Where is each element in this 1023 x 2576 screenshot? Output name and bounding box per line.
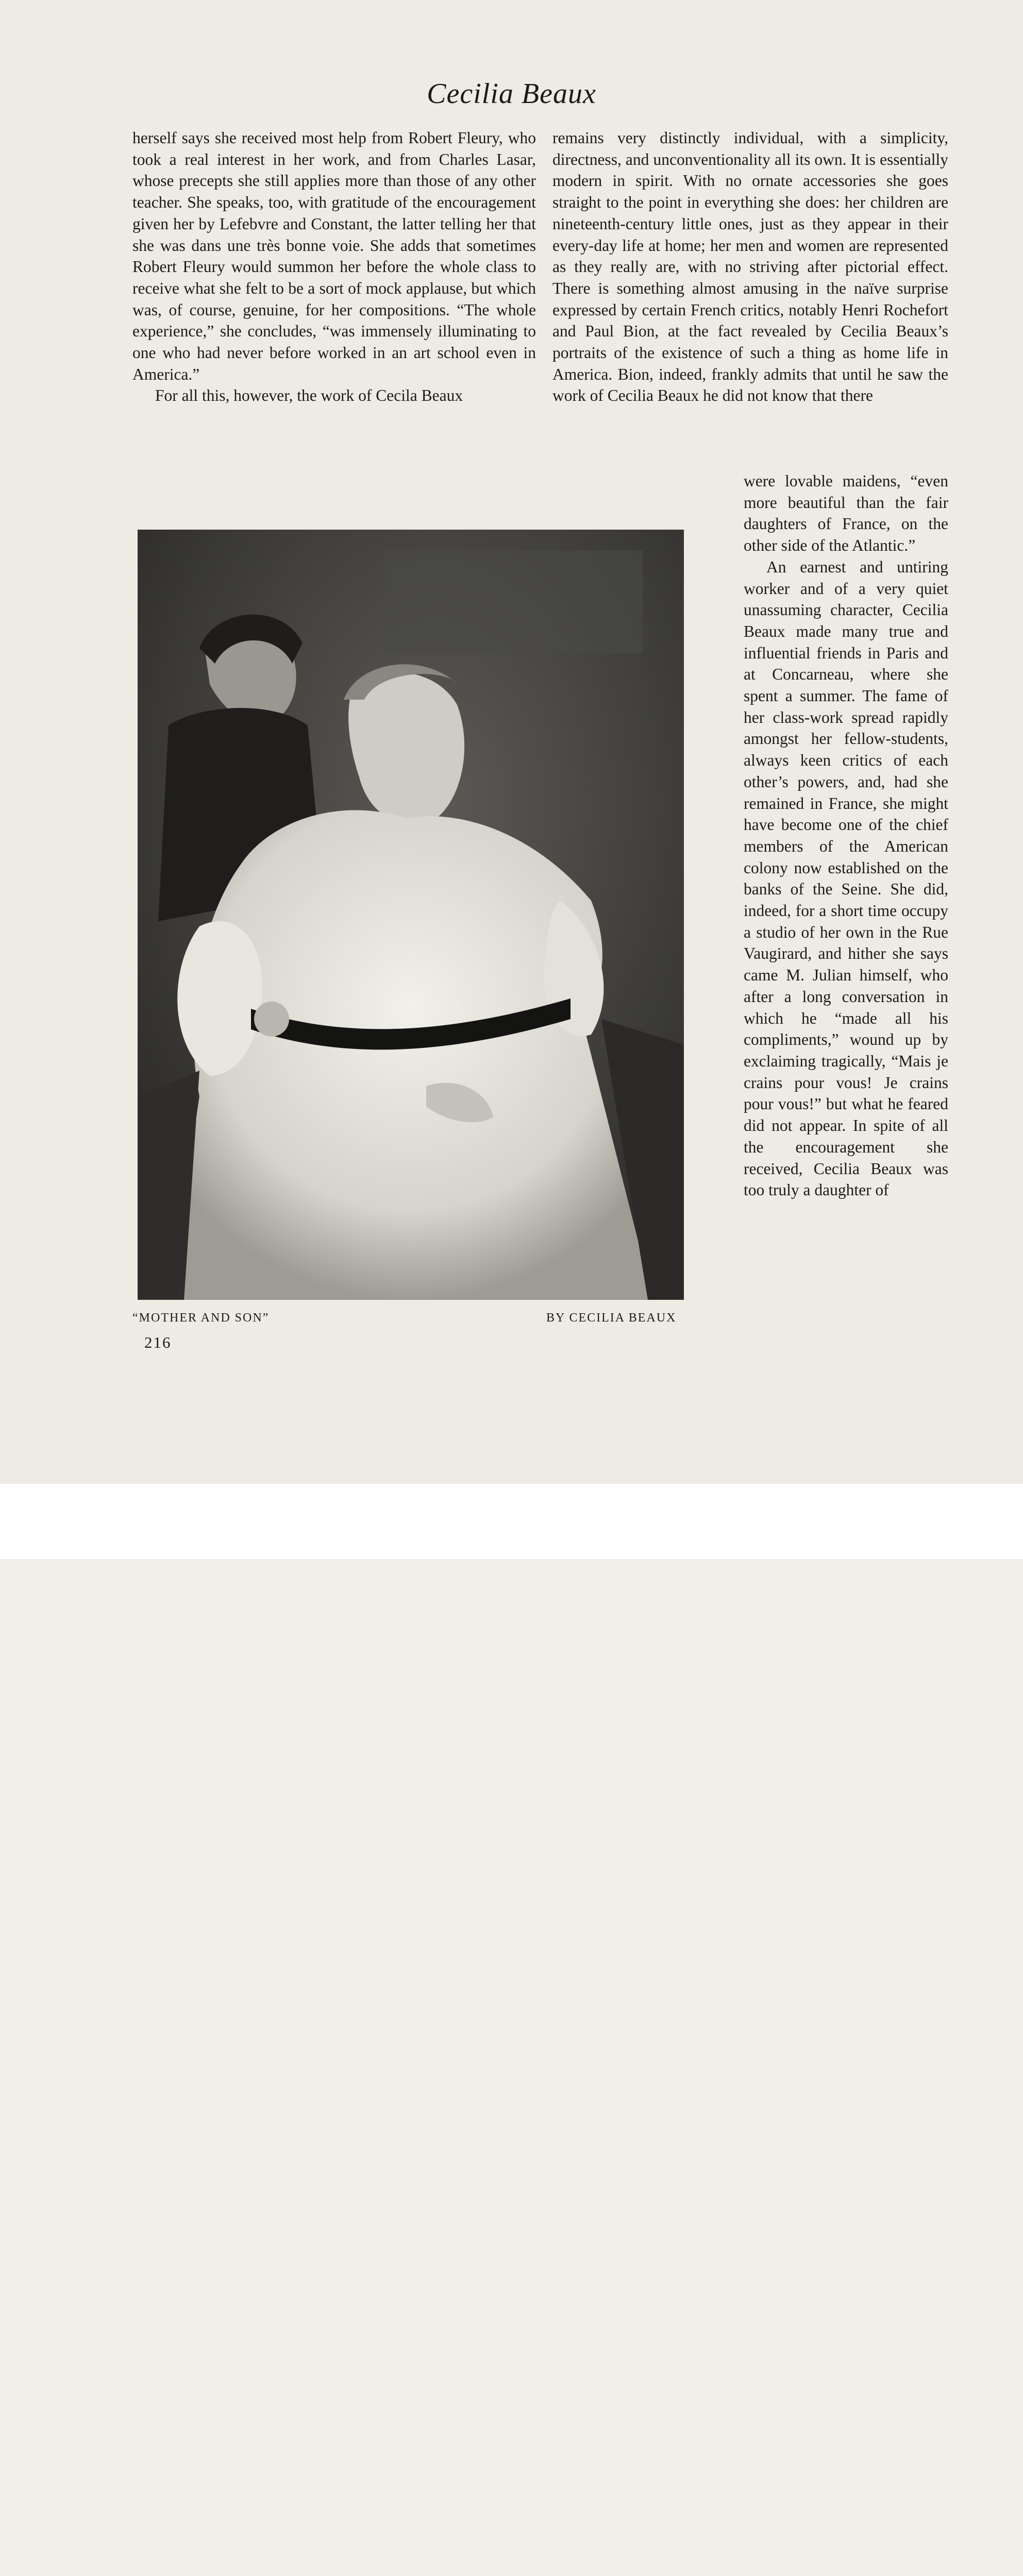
paragraph: For all this, however, the work of Cecila Beaux	[155, 386, 463, 405]
paragraph: herself says she received most help from Robert Fleury, who took a real interest in her work, and from Charles Lasar, whose precepts she still applies more than those of any other teacher. She speaks, too, with gratitude of the encouragement given her by Lefebvre and Constant, the latter telling her that she was dans une très bonne voie. She adds that sometimes Robert Fleury would summon her before the whole class to receive what she felt to be a sort of mock applause, but which was, of course, genuine, for her compositions. “The whole experience,” she concludes, “was immensely illuminating to one who had never before worked in an art school even in America.”	[132, 129, 536, 383]
right-narrow-text-column	[744, 470, 948, 1201]
right-text-column	[552, 127, 948, 406]
caption-title: “MOTHER AND SON”	[132, 1311, 270, 1325]
caption-credit: BY CECILIA BEAUX	[546, 1311, 677, 1325]
digitization-footer	[0, 1484, 1023, 1559]
running-head: Cecilia Beaux	[427, 78, 596, 110]
painting-illustration	[138, 530, 684, 1300]
portrait-painting-image	[138, 530, 684, 1300]
paragraph: An earnest and untiring worker and of a very quiet unassuming character, Cecilia Beaux made many true and influential friends in Paris and at Concarneau, where she spent a summer. The fame of her class-work spread rapidly amongst her fellow-students, always keen critics of each other’s powers, and, had she remained in France, she might have become one of the chief members of the American colony now established on the banks of the Seine. She did, indeed, for a short time occupy a studio of her own in the Rue Vaugirard, and hither she says came M. Julian himself, who after a long conversation in which he “made all his compliments,” wound up by exclaiming tragically, “Mais je crains pour vous! Je crains pour vous!” but what he feared did not appear. In spite of all the encouragement she received, Cecilia Beaux was too truly a daughter of	[744, 557, 948, 1199]
paragraph: were lovable maidens, “even more beautiful than the fair daughters of France, on the other side of the Atlantic.”	[744, 472, 948, 555]
paragraph: remains very distinctly individual, with a simplicity, directness, and unconventionality all its own. It is essentially modern in spirit. With no ornate accessories she goes straight to the point in everything she does: her children are nineteenth-century little ones, just as they appear in their every-day life at home; her men and women are represented as they really are, with no striving after pictorial effect. There is something almost amusing in the naïve surprise expressed by certain French critics, notably Henri Rochefort and Paul Bion, at the fact revealed by Cecilia Beaux’s portraits of the existence of such a thing as home life in America. Bion, indeed, frankly admits that until he saw the work of Cecilia Beaux he did not know that there	[552, 129, 948, 405]
left-text-column	[132, 127, 536, 406]
page-number: 216	[144, 1333, 172, 1351]
